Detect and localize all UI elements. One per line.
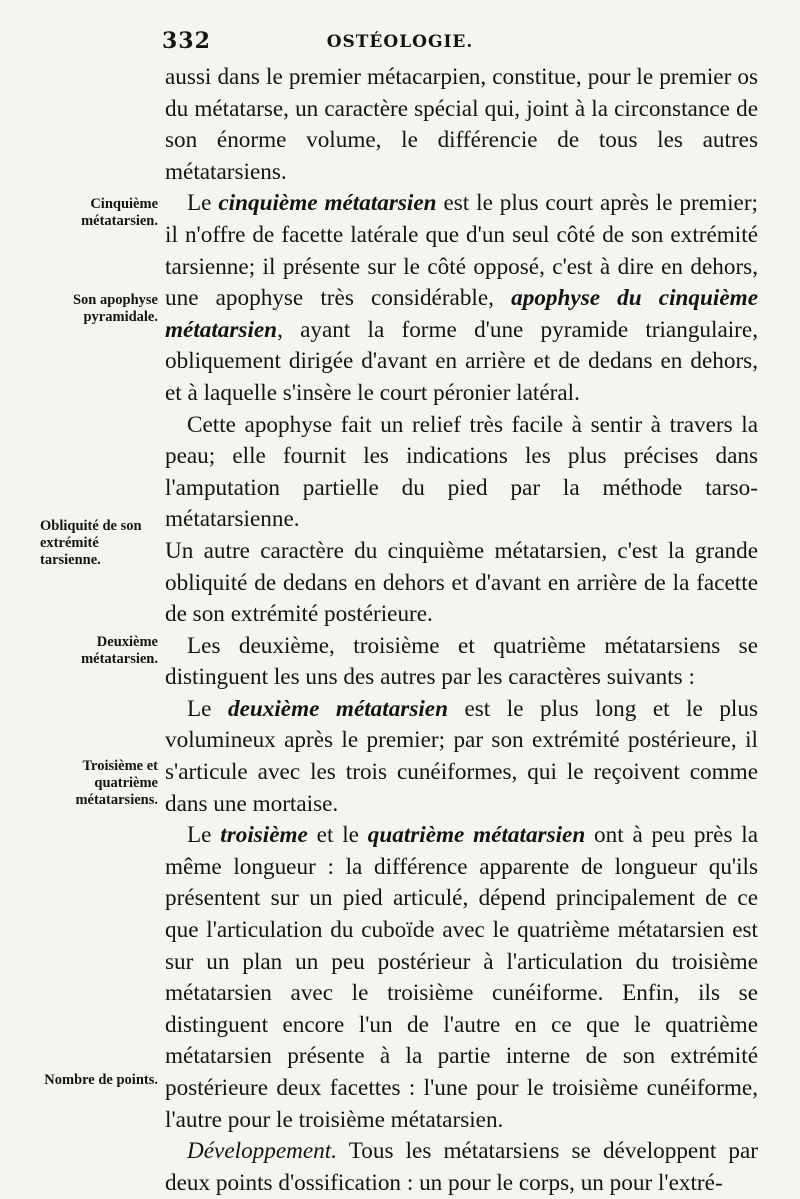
paragraph: aussi dans le premier métacarpien, constitue, pour le premier os du métatarse, un caractère spécial qui, joint à la circonstance de son énorme volume, le différencie de tous les autres métatarsiens. (165, 64, 758, 185)
text-run: est le plus court après le premier; il n'offre de facette latérale que d'un seul côté de son extrémité tarsienne; il présente sur le côté opposé, c'est à dire en dehors, une apophyse très considérable, (165, 190, 758, 312)
text-run: , ayant la forme d'une pyramide triangulaire, obliquement dirigée d'avant en arrière et de dedans en dehors, et à laquelle s'insère le court péronier latéral. (165, 316, 758, 406)
margin-note-obliquite: Obliquité de son extrémité tarsienne. (40, 518, 142, 568)
text-run: ont à peu près la même longueur : la différence apparente de longueur qu'ils présentent sur un pied articulé, dépend principalement de ce que l'articulation du cuboïde avec le quatrième métatarsien est sur un plan un peu postérieur à l'articulation du troisième métatarsien avec le troisième cunéiforme. Enfin, ils se distinguent encore l'un de l'autre en ce que le quatrième métatarsien présente à la partie interne de son extrémité postérieure deux facettes : l'une pour le troisième cunéiforme, l'autre pour le troisième métatarsien. (165, 822, 759, 1133)
paragraph (165, 820, 758, 1136)
paragraph: Un autre caractère du cinquième métatarsien, c'est la grande obliquité de dedans en dehors et d'avant en arrière de la facette de son extrémité postérieure. (165, 537, 758, 628)
paragraph (165, 188, 758, 409)
term-quatrieme-metatarsien: quatrième métatarsien (367, 822, 586, 849)
term-cinquieme-metatarsien: cinquième métatarsien (218, 190, 437, 217)
paragraph (165, 1136, 758, 1199)
text-run: est le plus long et le plus volumineux après le premier; par son extrémité postérieure, il s'articule avec les trois cunéiformes, qui le reçoivent comme dans une mortaise. (165, 695, 758, 817)
text-run: Tous les métatarsiens se développent par deux points d'ossification : un pour le corps, un pour l'extré- (165, 1138, 758, 1196)
text-run: et le (307, 822, 368, 849)
margin-note-apophyse: Son apophyse pyramidale. (72, 292, 158, 325)
text-run: Le (187, 695, 228, 722)
paragraph: Les deuxième, troisième et quatrième métatarsiens se distinguent les uns des autres par les caractères suivants : (165, 632, 758, 691)
text-run: Le (187, 822, 221, 849)
page-header (0, 28, 800, 58)
term-deuxieme-metatarsien: deuxième métatarsien (227, 695, 448, 722)
margin-note-nombre: Nombre de points. (44, 1072, 158, 1088)
paragraph (165, 694, 758, 820)
term-developpement: Développement. (187, 1138, 338, 1165)
paragraph: Cette apophyse fait un relief très facile à sentir à travers la peau; elle fournit les indications les plus précises dans l'amputation partielle du pied par la méthode tarso-métatarsienne. (165, 411, 758, 533)
margin-note-deuxieme: Deuxième métatarsien. (81, 634, 158, 667)
margin-note-cinquieme: Cinquième métatarsien. (81, 196, 158, 229)
term-apophyse: apophyse du cinquième métatarsien (165, 285, 758, 343)
body-text (165, 62, 758, 1199)
running-head: OSTÉOLOGIE. (326, 32, 474, 52)
text-run: Le (187, 190, 219, 217)
term-troisieme: troisième (220, 822, 308, 849)
margin-note-troisieme: Troisième et quatrième métatarsiens. (75, 758, 158, 808)
page-number: 332 (162, 28, 211, 54)
